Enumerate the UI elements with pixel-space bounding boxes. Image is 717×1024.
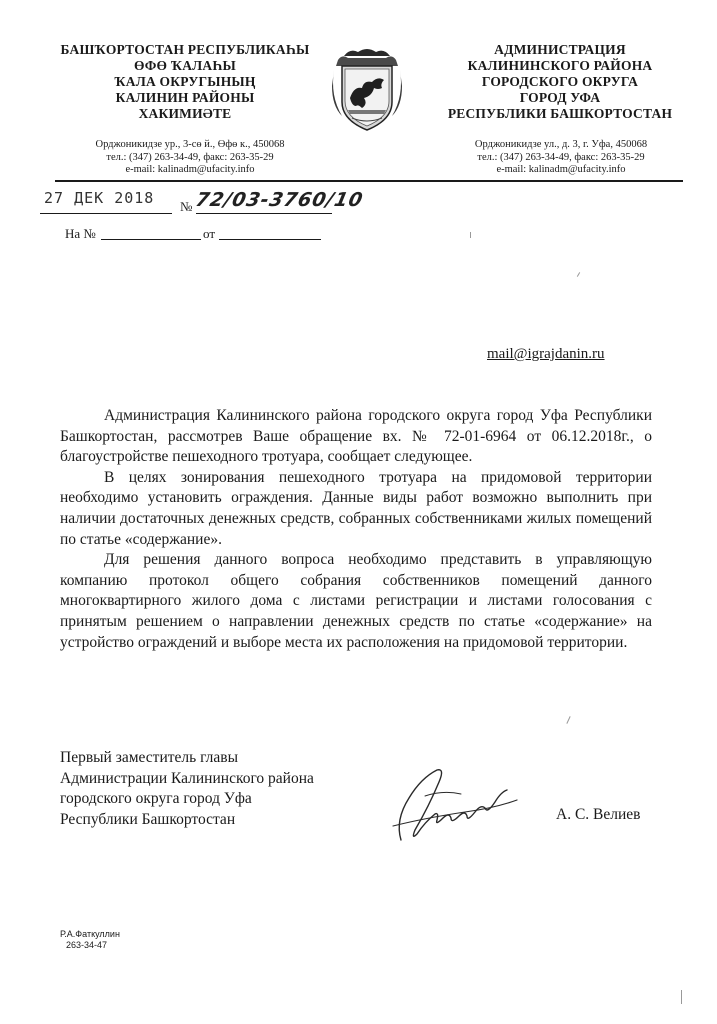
scan-speck [577,272,580,277]
header-right [440,42,680,122]
signatory-name: А. С. Велиев [556,806,641,823]
signatory-title [60,748,314,830]
executor-phone: 263-34-47 [66,940,108,950]
executor-info [60,929,120,951]
date-stamp: 27 ДЕК 2018 [44,189,155,207]
address-left-line: тел.: (347) 263-34-49, факс: 263-35-29 [106,151,274,163]
from-underline [219,239,321,240]
header-right-line: ГОРОД УФА [519,90,601,105]
header-divider [55,180,683,182]
number-underline [196,213,332,214]
reply-to-label: На № [65,226,96,241]
signatory-title-line: Первый заместитель главы [60,749,239,766]
body-paragraph: В целях зонирования пешеходного тротуара на придомовой территории необходимо установить ограждения. Данные виды работ возможно выполнить при наличии достаточных денежных средств, собранных собственниками жилых помещений по статье «содержание». [60,468,652,548]
header-right-line: РЕСПУБЛИКИ БАШКОРТОСТАН [447,106,673,121]
ufa-coat-of-arms-icon [328,46,406,134]
header-right-line: АДМИНИСТРАЦИЯ [494,42,626,57]
date-underline [40,213,172,214]
address-right [446,139,676,177]
executor-name: Р.А.Фаткуллин [60,929,120,939]
signatory-title-line: Республики Башкортостан [60,810,236,828]
scan-speck [681,990,682,1004]
number-label: № [180,199,193,214]
address-left [70,139,310,177]
address-right-line: e-mail: kalinadm@ufacity.info [496,164,626,175]
signatory-title-line: Администрации Калининского района [60,769,314,787]
registration-number: 72/03-3760/10 [193,189,366,211]
signatory-title-line: городского округа город Уфа [60,790,252,807]
header-left-line: БАШҠОРТОСТАН РЕСПУБЛИКАҺЫ [60,42,310,57]
header-left-line: ХАКИМИӘТЕ [138,106,232,121]
address-right-line: тел.: (347) 263-34-49, факс: 263-35-29 [477,151,645,163]
address-left-line: Орджоникидзе ур., 3-сө й., Өфө к., 450068 [95,139,285,150]
scan-speck [566,716,570,724]
header-left-line: ӨФӨ ҠАЛАҺЫ [134,58,236,73]
reply-to-underline [101,239,201,240]
scan-speck [470,232,471,238]
recipient-email[interactable]: mail@igrajdanin.ru [487,346,605,362]
header-right-line: КАЛИНИНСКОГО РАЙОНА [467,58,653,73]
address-left-line: e-mail: kalinadm@ufacity.info [125,164,255,175]
header-left [40,42,330,122]
header-left-line: ҠАЛА ОКРУГЫНЫҢ [114,74,256,89]
header-right-line: ГОРОДСКОГО ОКРУГА [481,74,639,89]
from-label: от [203,226,216,241]
body-paragraph: Администрация Калининского района городского округа город Уфа Республики Башкортостан, рассмотрев Ваше обращение вх. № 72-01-6964 от 06.12.2018г., о благоустройстве пешеходного тротуара, сообщает следующее. [60,407,652,466]
handwritten-signature [385,760,535,850]
body-paragraph: Для решения данного вопроса необходимо представить в управляющую компанию протокол общего собрания собственников помещений данного многоквартирного жилого дома с листами регистрации и листами голосования с принятым решением о направлении денежных средств по статье «содержание» на устройство ограждений и выборе места их расположения на придомовой территории. [60,551,652,651]
address-right-line: Орджоникидзе ул., д. 3, г. Уфа, 450068 [474,139,648,150]
letter-body [60,406,652,653]
header-left-line: КАЛИНИН РАЙОНЫ [115,90,255,105]
